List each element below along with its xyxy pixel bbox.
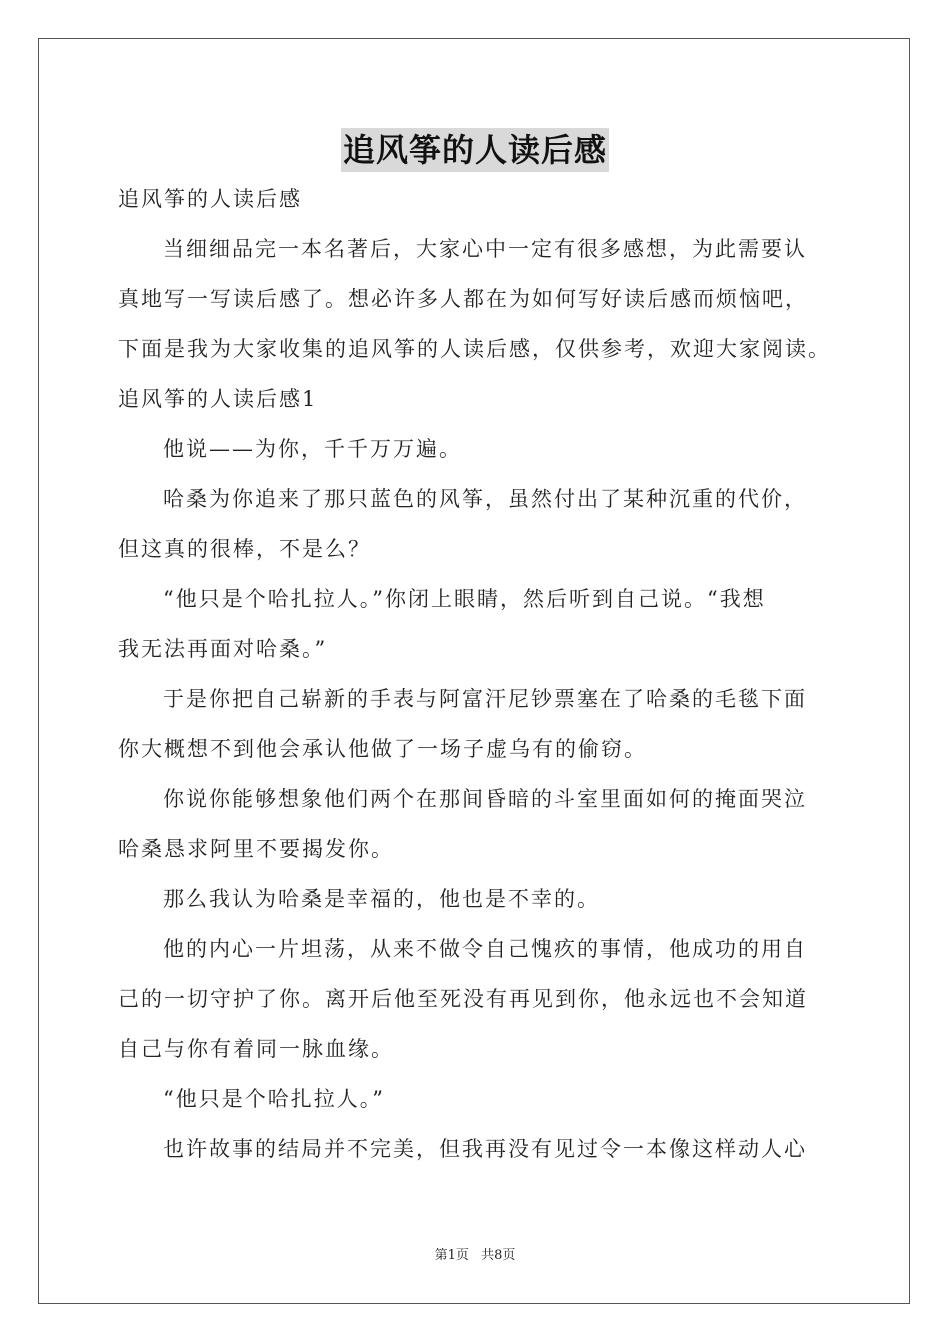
title-container (0, 128, 950, 172)
paragraph-line: 也许故事的结局并不完美，但我再没有见过令一本像这样动人心 (163, 1137, 807, 1161)
paragraph-line: 于是你把自己崭新的手表与阿富汗尼钞票塞在了哈桑的毛毯下面 (163, 687, 807, 711)
paragraph-line: 但这真的很棒，不是么？ (118, 537, 371, 561)
page-border (38, 38, 910, 1304)
paragraph-line: 你说你能够想象他们两个在那间昏暗的斗室里面如何的掩面哭泣 (163, 787, 807, 811)
paragraph-line: “他只是个哈扎拉人。” (163, 1087, 385, 1111)
paragraph-line: 当细细品完一本名著后，大家心中一定有很多感想，为此需要认 (163, 237, 807, 261)
paragraph-line: 真地写一写读后感了。想必许多人都在为如何写好读后感而烦恼吧， (118, 287, 808, 311)
paragraph-line: 哈桑为你追来了那只蓝色的风筝，虽然付出了某种沉重的代价， (163, 487, 807, 511)
paragraph-line: 下面是我为大家收集的追风筝的人读后感，仅供参考，欢迎大家阅读。 (118, 337, 831, 361)
paragraph-line: 哈桑恳求阿里不要揭发你。 (118, 837, 394, 861)
subtitle-line: 追风筝的人读后感 (118, 187, 302, 211)
page-footer (0, 1247, 950, 1265)
paragraph-line: “他只是个哈扎拉人。”你闭上眼睛，然后听到自己说。“我想 (163, 587, 766, 611)
section-heading: 追风筝的人读后感1 (118, 387, 318, 411)
paragraph-line: 我无法再面对哈桑。” (118, 637, 328, 661)
paragraph-line: 他说——为你，千千万万遍。 (163, 437, 462, 461)
paragraph-line: 他的内心一片坦荡，从来不做令自己愧疚的事情，他成功的用自 (163, 937, 807, 961)
paragraph-line: 自己与你有着同一脉血缘。 (118, 1037, 394, 1061)
page-number: 第1页 (434, 1248, 469, 1263)
paragraph-line: 你大概想不到他会承认他做了一场子虚乌有的偷窃。 (118, 737, 647, 761)
document-title: 追风筝的人读后感 (341, 128, 609, 172)
paragraph-line: 己的一切守护了你。离开后他至死没有再见到你，他永远也不会知道 (118, 987, 808, 1011)
total-pages: 共8页 (481, 1248, 516, 1263)
paragraph-line: 那么我认为哈桑是幸福的，他也是不幸的。 (163, 887, 600, 911)
